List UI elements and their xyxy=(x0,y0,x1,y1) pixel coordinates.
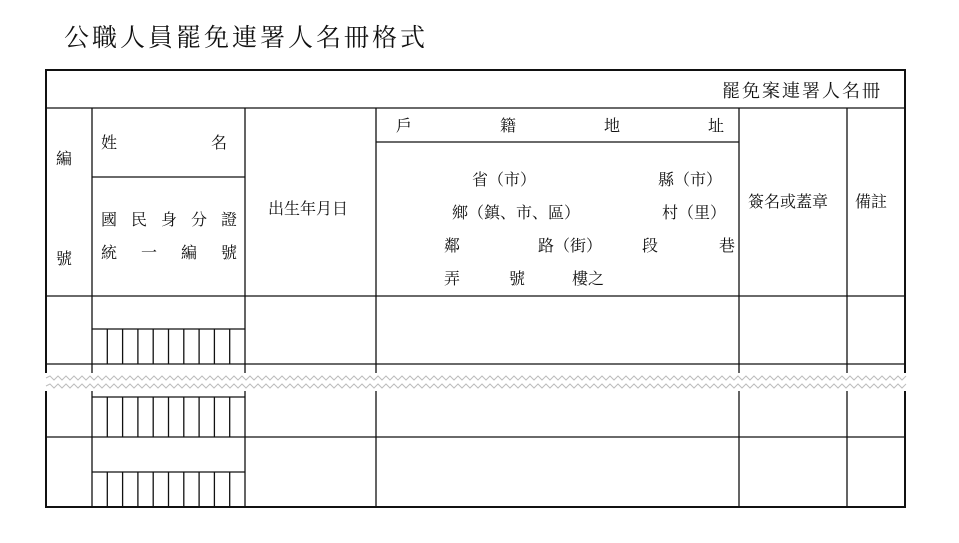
id-header-char-1: 國 xyxy=(101,210,118,229)
id-header-char-9: 號 xyxy=(221,243,238,262)
address-section: 段 xyxy=(642,236,659,255)
signature-header: 簽名或蓋章 xyxy=(748,192,829,211)
birthdate-header: 出生年月日 xyxy=(268,199,349,218)
address-county: 縣（市） xyxy=(658,170,723,189)
address-lane: 巷 xyxy=(719,236,736,255)
address-township: 鄉（鎮、市、區） xyxy=(452,203,581,222)
serial-header-top: 編 xyxy=(56,149,73,168)
name-header-given: 名 xyxy=(211,133,228,152)
id-header-char-3: 身 xyxy=(161,210,178,229)
address-road: 路（街） xyxy=(538,236,603,255)
address-header-char-2: 籍 xyxy=(500,116,517,135)
table-caption: 罷免案連署人名冊 xyxy=(722,81,882,102)
name-header-surname: 姓 xyxy=(101,133,118,152)
address-header-char-4: 址 xyxy=(708,116,725,135)
remarks-header: 備註 xyxy=(855,192,888,211)
address-alley: 弄 xyxy=(444,269,461,288)
id-header-char-4: 分 xyxy=(191,210,208,229)
id-header-char-5: 證 xyxy=(221,210,238,229)
serial-header-bottom: 號 xyxy=(56,249,73,268)
address-number: 號 xyxy=(509,269,526,288)
table-outer-border xyxy=(46,70,905,507)
address-province: 省（市） xyxy=(472,170,537,189)
id-header-char-8: 編 xyxy=(181,243,198,262)
address-village: 村（里） xyxy=(662,203,727,222)
id-header-char-6: 統 xyxy=(101,243,118,262)
page-title: 公職人員罷免連署人名冊格式 xyxy=(64,23,429,52)
row-break-band xyxy=(44,373,907,391)
address-neighborhood: 鄰 xyxy=(444,236,461,255)
address-header-char-1: 戶 xyxy=(396,116,413,135)
id-header-char-7: 一 xyxy=(141,243,158,262)
address-floor: 樓之 xyxy=(572,269,605,288)
address-header-char-3: 地 xyxy=(604,116,621,135)
id-header-char-2: 民 xyxy=(131,210,148,229)
